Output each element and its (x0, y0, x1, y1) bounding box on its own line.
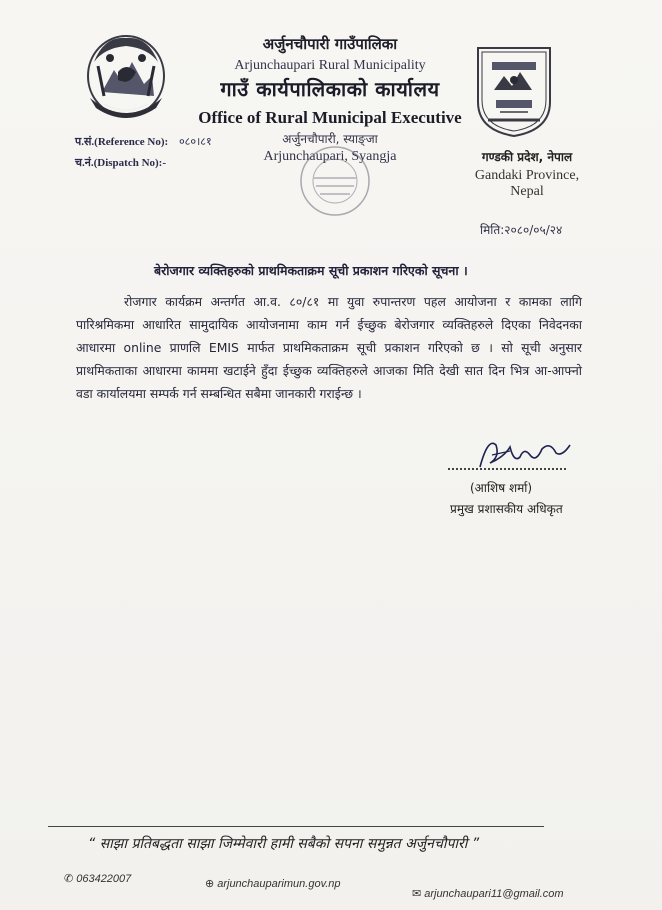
envelope-icon: ✉ (412, 888, 422, 900)
contact-website (205, 877, 341, 890)
letter-subject: बेरोजगार व्यक्तिहरुको प्राथमिकताक्रम सूची प्रकाशन गरिएको सूचना । (154, 263, 468, 278)
municipality-name-nepali: अर्जुनचौपारी गाउँपालिका (262, 35, 398, 53)
contact-phone (64, 872, 131, 885)
province-nepali: गण्डकी प्रदेश, नेपाल (481, 150, 573, 164)
reference-value: ०८०।८१ (178, 135, 212, 148)
nepal-emblem-icon (84, 32, 168, 122)
official-stamp-icon (296, 142, 374, 220)
office-name-english: Office of Rural Municipal Executive (198, 108, 462, 127)
municipality-name-english: Arjunchaupari Rural Municipality (234, 58, 426, 73)
dispatch-label: च.नं.(Dispatch No):- (75, 157, 166, 169)
reference-block (75, 134, 212, 176)
email-link[interactable]: arjunchaupari11@gmail.com (424, 888, 564, 900)
reference-number-row (75, 134, 212, 149)
signatory-title: प्रमुख प्रशासकीय अधिकृत (450, 502, 563, 516)
phone-icon: ✆ (64, 873, 74, 885)
body-paragraph: रोजगार कार्यक्रम अन्तर्गत आ.व. ८०/८१ मा युवा रुपान्तरण पहल आयोजना र कामका लागि पारिश्रमिकमा आधारित सामुदायिक आयोजनामा काम गर्न ईच्छुक बेरोजगार व्यक्तिहरुले दिएका निवेदनका आधारमा online प्राणलि EMIS मार्फत प्राथमिकताक्रम सूची प्रकाशन गरिएको छ । सो सूची अनुसार प्राथमिकताका आधारमा काममा खटाईने हुँदा ईच्छुक व्यक्तिहरुले आजका मिति देखी सात दिन भित्र आ-आफ्नो वडा कार्यालयमा सम्पर्क गर्न सम्बन्धित सबैमा जानकारी गराईन्छ । (76, 294, 582, 401)
footer-divider (48, 826, 544, 827)
letter-date: मिति:२०८०/०५/२४ (480, 223, 563, 237)
website-link[interactable]: arjunchauparimun.gov.np (217, 878, 341, 890)
reference-label: प.सं.(Reference No): (75, 136, 169, 148)
address-english: Arjunchaupari, Syangja (263, 149, 397, 164)
dispatch-number-row (75, 155, 212, 170)
province-english: Gandaki Province, Nepal (474, 168, 580, 199)
letter-body (76, 290, 582, 405)
office-name-nepali: गाउँ कार्यपालिकाको कार्यालय (220, 77, 440, 101)
footer-motto: “ साझा प्रतिबद्धता साझा जिम्मेवारी हामी सबैको सपना समुन्नत अर्जुनचौपारी ” (88, 836, 480, 852)
signatory-name: (आशिष शर्मा) (470, 481, 533, 495)
municipality-logo-icon (470, 42, 558, 138)
signature-line (448, 468, 566, 470)
address-nepali: अर्जुनचौपारी, स्याङ्जा (282, 132, 378, 146)
province-block (462, 148, 592, 200)
contact-email (412, 887, 564, 900)
globe-icon: ⊕ (205, 878, 215, 890)
phone-number: 063422007 (76, 873, 132, 885)
